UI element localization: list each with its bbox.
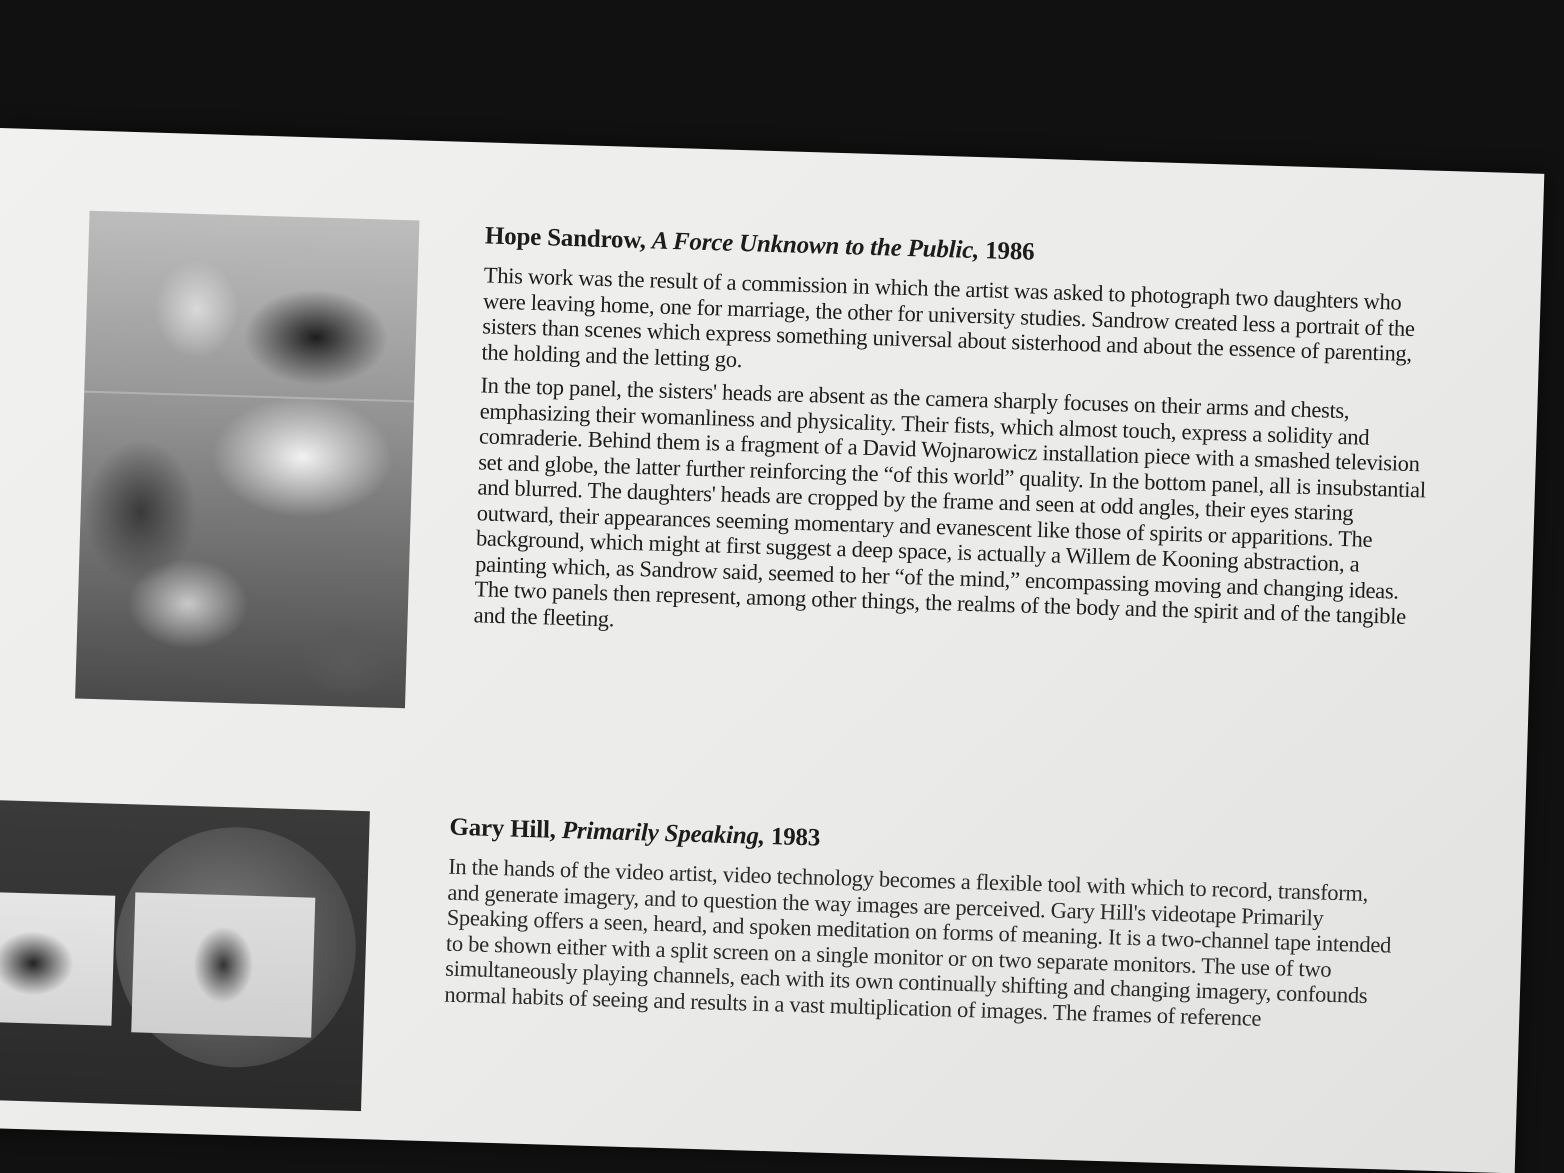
entry-sandrow — [473, 222, 1440, 663]
work-title: A Force Unknown to the Public, — [651, 227, 980, 265]
artist-name: Gary Hill, — [449, 813, 557, 844]
paragraph: In the hands of the video artist, video technology becomes a flexible tool with which to record, transform, and generate imagery, and to question the way images are perceived. Gary Hill's videotape Primarily Speaking offers a seen, heard, and spoken meditation on forms of meaning. It is a two-channel tape intended to be shown either with a split screen on a single monitor or on two separate monitors. The use of two simultaneously playing channels, each with its own continually shifting and changing imagery, confounds normal habits of seeing and results in a vast multiplication of images. The frames of reference — [444, 853, 1392, 1031]
work-title: Primarily Speaking, — [561, 816, 766, 850]
artist-name: Hope Sandrow, — [484, 222, 647, 255]
entry-hill — [444, 814, 1405, 1043]
book-page — [0, 128, 1544, 1173]
paragraph: In the top panel, the sisters' heads are absent as the camera sharply focuses on their arms and chests, emphasizing their womanliness and physicality. Their fists, which almost touch, express a solidity and comraderie. Behind them is a fragment of a David Wojnarowicz installation piece with a smashed television set and globe, the latter further reinforcing the “of this world” quality. In the bottom panel, all is insubstantial and blurred. The daughters' heads are cropped by the frame and seen at odd angles, their eyes staring outward, their appearances seeming momentary and evanescent like those of spirits or apparitions. The background, which might at first suggest a deep space, is actually a Willem de Kooning abstraction, a painting which, as Sandrow said, seemed to her “of the mind,” encompassing moving and changing ideas. The two panels then represent, among other things, the realms of the body and the spirit and of the tangible and the fleeting. — [473, 372, 1427, 631]
work-year: 1986 — [984, 237, 1035, 266]
photograph-hill — [0, 799, 370, 1111]
photograph-hill-left-frame — [0, 892, 115, 1026]
photograph-sandrow — [75, 211, 419, 709]
paragraph: This work was the result of a commission in which the artist was asked to photograph two daughters who were leaving home, one for marriage, the other for university studies. Sandrow created less a portrait of the sisters than scenes which express something universal about sisterhood and about the essence of parenting, the holding and the letting go. — [481, 262, 1416, 372]
photograph-hill-right-frame — [131, 892, 315, 1037]
work-year: 1983 — [770, 823, 821, 852]
